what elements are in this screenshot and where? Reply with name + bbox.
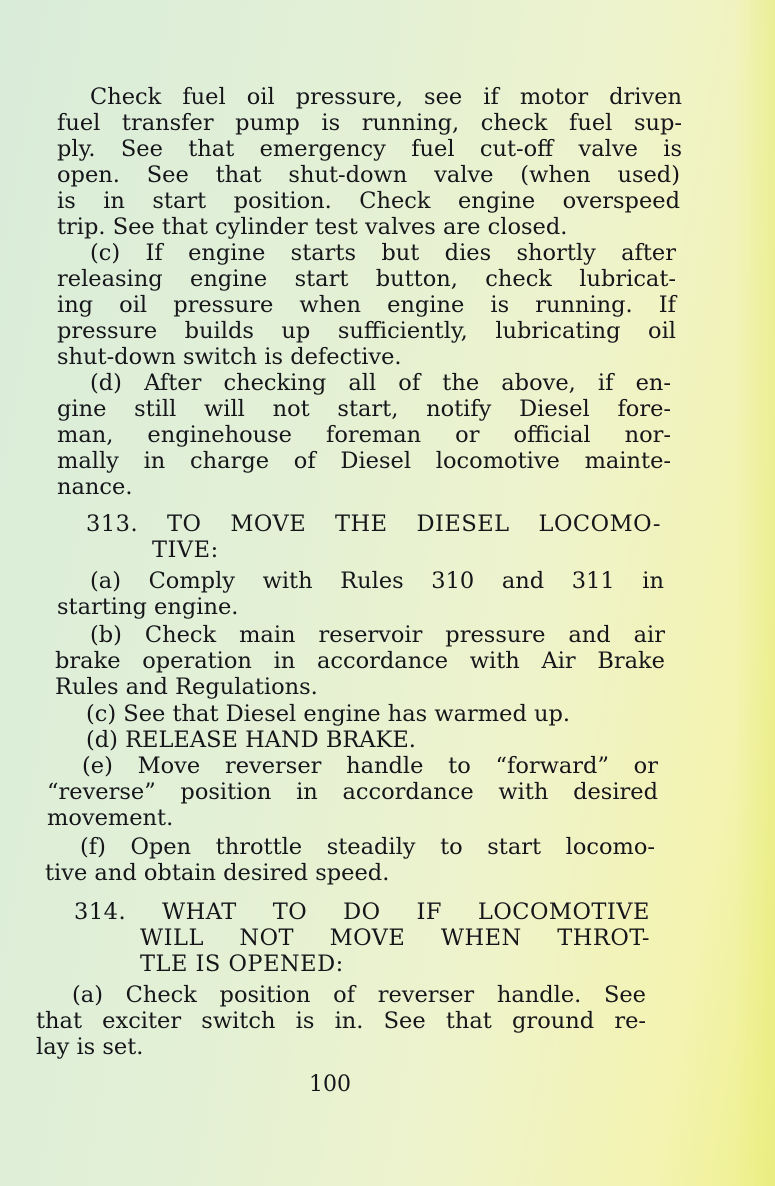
text-line: mally in charge of Diesel locomotive mainte- [57,448,671,474]
text-line: pressure builds up sufficiently, lubricating oil [57,318,676,344]
text-line: (d) After checking all of the above, if en- [90,370,671,396]
text-line: lay is set. [36,1034,144,1060]
section-heading: TLE IS OPENED: [140,951,344,977]
text-line: Rules and Regulations. [55,674,318,700]
text-line: brake operation in accordance with Air Brake [55,648,665,674]
section-heading: WILL NOT MOVE WHEN THROT- [140,925,650,951]
text-line: shut-down switch is defective. [57,344,402,370]
text-line: trip. See that cylinder test valves are closed. [57,214,568,240]
text-line: fuel transfer pump is running, check fuel sup- [57,110,682,136]
text-line: (e) Move reverser handle to “forward” or [82,753,658,779]
text-line: (c) See that Diesel engine has warmed up. [86,701,571,727]
page-edge-shading [735,0,775,1186]
text-line: tive and obtain desired speed. [45,860,390,886]
text-line: (a) Check position of reverser handle. See [72,982,646,1008]
text-line: (d) RELEASE HAND BRAKE. [86,727,416,753]
text-line: “reverse” position in accordance with desired [47,779,658,805]
text-line: gine still will not start, notify Diesel fore- [57,396,671,422]
text-line: releasing engine start button, check lubricat- [57,266,676,292]
text-line: starting engine. [57,594,239,620]
section-heading: 313. TO MOVE THE DIESEL LOCOMO- [86,511,661,537]
text-line: (c) If engine starts but dies shortly after [90,240,676,266]
text-line: is in start position. Check engine overspeed [57,188,680,214]
section-heading: 314. WHAT TO DO IF LOCOMOTIVE [74,899,650,925]
text-line: ply. See that emergency fuel cut-off valve is [57,136,682,162]
text-line: open. See that shut-down valve (when used) [57,162,680,188]
page-number: 100 [309,1072,351,1097]
text-line: Check fuel oil pressure, see if motor driven [90,84,682,110]
text-line: man, enginehouse foreman or official nor- [57,422,671,448]
text-line: movement. [47,805,174,831]
text-line: (a) Comply with Rules 310 and 311 in [90,568,664,594]
text-line: (b) Check main reservoir pressure and air [90,622,665,648]
text-line: nance. [57,474,133,500]
text-line: that exciter switch is in. See that ground re- [36,1008,646,1034]
text-line: (f) Open throttle steadily to start locomo- [80,834,655,860]
section-heading: TIVE: [152,537,219,563]
text-line: ing oil pressure when engine is running. If [57,292,676,318]
